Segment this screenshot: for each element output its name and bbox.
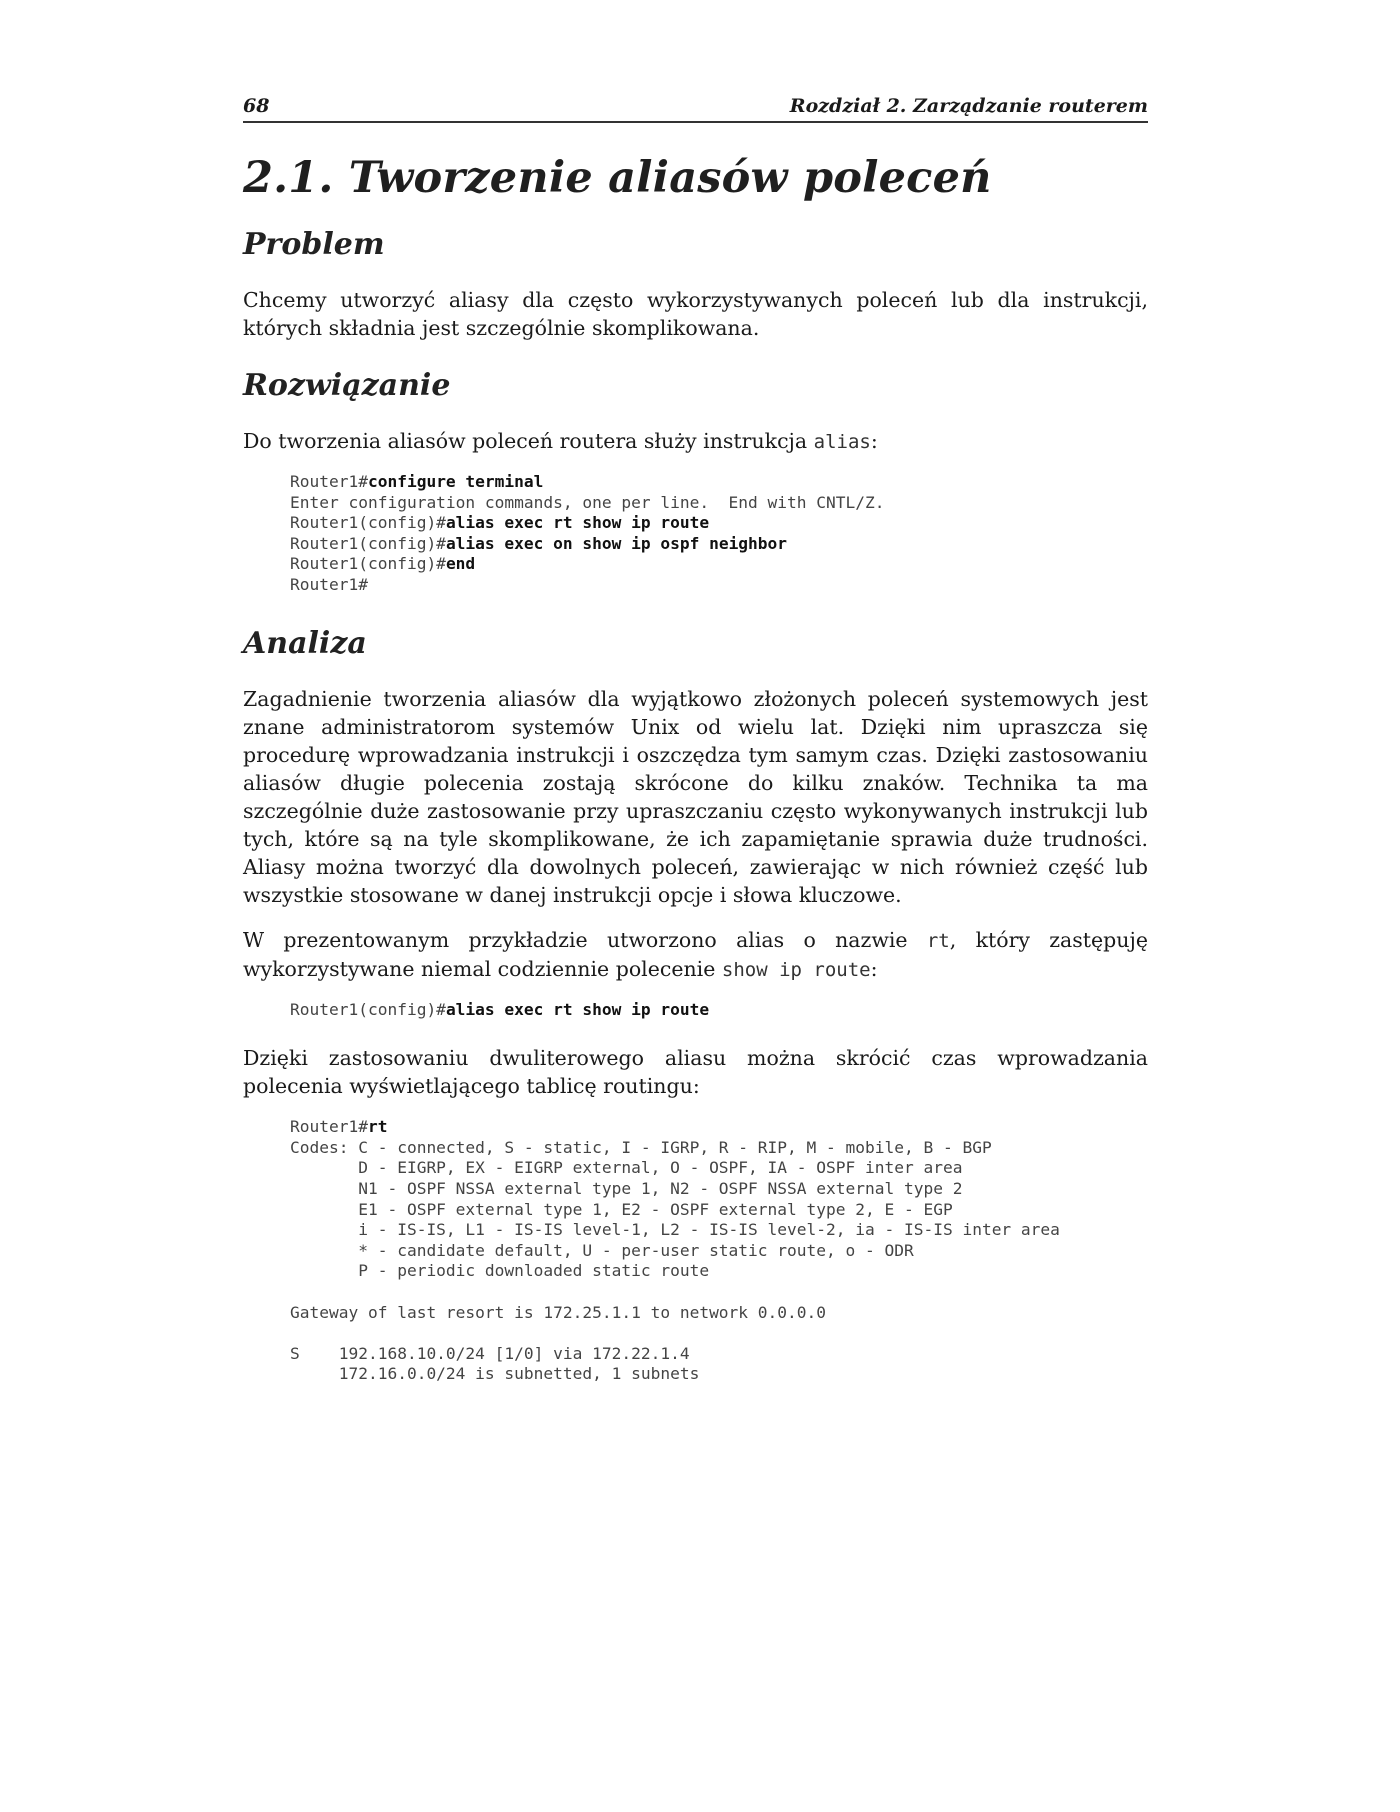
analysis-heading: Analiza <box>243 625 367 661</box>
p2-text-a: W prezentowanym przykładzie utworzono alias o nazwie <box>243 927 927 952</box>
code-line: * - candidate default, U - per-user static route, o - ODR <box>290 1240 914 1260</box>
page-number: 68 <box>243 95 270 117</box>
code-line: Router1(config)#end <box>290 554 476 574</box>
code-line: Codes: C - connected, S - static, I - IGRP, R - RIP, M - mobile, B - BGP <box>290 1137 992 1157</box>
problem-heading: Problem <box>243 227 385 262</box>
code-line: E1 - OSPF external type 1, E2 - OSPF external type 2, E - EGP <box>290 1199 953 1219</box>
analysis-paragraph-1: Zagadnienie tworzenia aliasów dla wyjątkowo złożonych poleceń systemowych jest znane administratorom systemów Unix od wielu lat. Dzięki nim upraszcza się procedurę wprowadzania instrukcji i oszczędza tym samym czas. Dzięki zastosowaniu aliasów długie polecenia zostają skrócone do kilku znaków. Technika ta ma szczególnie duże zastosowanie przy upraszczaniu często wykonywanych instrukcji lub tych, które są na tyle skomplikowane, że ich zapamiętanie sprawia duże trudności. Aliasy można tworzyć dla dowolnych poleceń, zawierając w nich również część lub wszystkie stosowane w danej instrukcji opcje i słowa kluczowe. <box>243 686 1148 907</box>
section-title: 2.1. Tworzenie aliasów poleceń <box>243 153 992 203</box>
code-line: 172.16.0.0/24 is subnetted, 1 subnets <box>290 1364 700 1384</box>
code-line: Enter configuration commands, one per line. End with CNTL/Z. <box>290 492 885 512</box>
code-line: i - IS-IS, L1 - IS-IS level-1, L2 - IS-IS level-2, ia - IS-IS inter area <box>290 1220 1060 1240</box>
code-line: Router1#configure terminal <box>290 472 544 491</box>
chapter-title: Rozdział 2. Zarządzanie routerem <box>789 95 1148 117</box>
running-header <box>243 95 1148 123</box>
analysis-paragraph-2 <box>243 926 1148 984</box>
inline-code-alias: alias <box>813 431 871 453</box>
solution-intro-text: Do tworzenia aliasów poleceń routera służy instrukcja <box>243 429 814 453</box>
code-line <box>290 1282 1148 1303</box>
code-line <box>290 1323 1148 1344</box>
problem-text: Chcemy utworzyć aliasy dla często wykorzystywanych poleceń lub dla instrukcji, których składnia jest szczególnie skomplikowana. <box>243 288 1148 340</box>
code-line: S 192.168.10.0/24 [1/0] via 172.22.1.4 <box>290 1343 690 1363</box>
code-block-alias <box>290 1000 1148 1021</box>
inline-code-show-ip-route: show ip route <box>721 958 871 981</box>
code-block-configure <box>290 472 1148 596</box>
code-line: Router1# <box>290 574 368 594</box>
code-line: Router1#rt <box>290 1117 388 1137</box>
code-block-rt-output <box>290 1117 1148 1385</box>
book-page <box>243 95 1148 1385</box>
solution-intro-end: : <box>870 429 878 453</box>
p2-text-c: : <box>870 956 878 981</box>
code-line: Router1(config)#alias exec rt show ip route <box>290 513 710 533</box>
p2-text-b: , który zastępuję wykorzystywane niemal codziennie polecenie <box>243 927 1148 981</box>
solution-heading: Rozwiązanie <box>243 368 451 403</box>
code-line: Gateway of last resort is 172.25.1.1 to network 0.0.0.0 <box>290 1302 827 1322</box>
analysis-paragraph-3: Dzięki zastosowaniu dwuliterowego aliasu można skrócić czas wprowadzania polecenia wyświetlającego tablicę routingu: <box>243 1046 1148 1099</box>
code-line: D - EIGRP, EX - EIGRP external, O - OSPF, IA - OSPF inter area <box>290 1158 963 1178</box>
solution-intro <box>243 427 1148 456</box>
code-line: N1 - OSPF NSSA external type 1, N2 - OSPF NSSA external type 2 <box>290 1178 963 1198</box>
code-line: Router1(config)#alias exec on show ip ospf neighbor <box>290 533 788 553</box>
inline-code-rt: rt <box>926 929 950 952</box>
code-line: P - periodic downloaded static route <box>290 1261 710 1281</box>
code-line: Router1(config)#alias exec rt show ip route <box>290 999 710 1019</box>
